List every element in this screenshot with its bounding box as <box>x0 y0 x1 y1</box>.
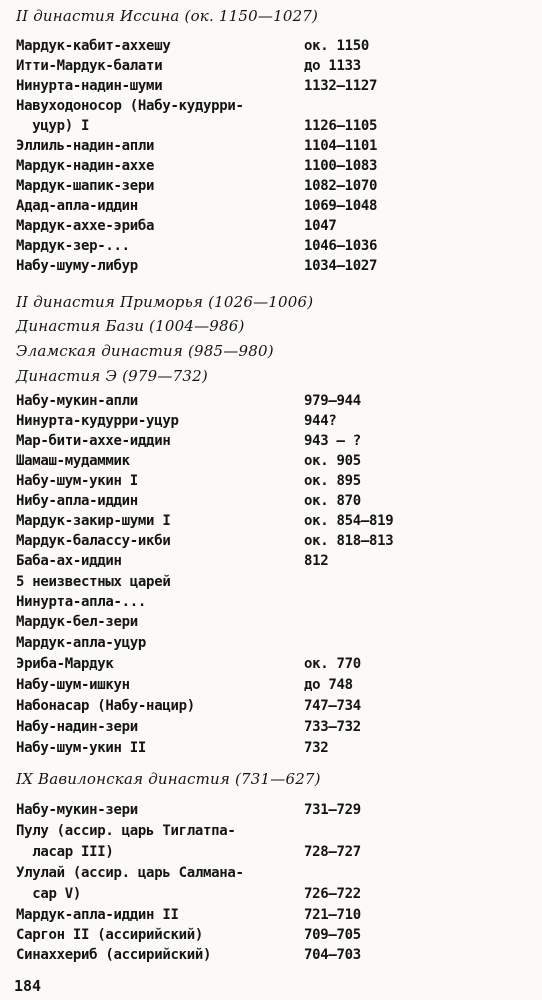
table-row <box>16 842 526 862</box>
table-row <box>16 471 526 491</box>
ruler-name: Набу-надин-зери <box>16 719 138 735</box>
reign-dates: 726—722 <box>304 886 361 902</box>
ruler-name: Мардук-бел-зери <box>16 614 138 630</box>
ruler-name: Нинурта-кудурри-уцур <box>16 413 179 429</box>
table-row <box>16 696 526 716</box>
table-row <box>16 592 526 612</box>
table-row <box>16 156 526 176</box>
ruler-name: Мардук-закир-шуми I <box>16 513 171 529</box>
section-heading: Династия Э (979—732) <box>16 367 208 385</box>
table-row <box>16 391 526 411</box>
ruler-name: Пулу (ассир. царь Тиглатпа- <box>16 823 236 839</box>
reign-dates: 812 <box>304 553 329 569</box>
table-row <box>16 633 526 653</box>
ruler-name: Нинурта-надин-шуми <box>16 78 163 94</box>
table-row <box>16 56 526 76</box>
ruler-name: Баба-ах-иддин <box>16 553 122 569</box>
table-row <box>16 96 526 116</box>
table-row <box>16 176 526 196</box>
ruler-name: Набу-мукин-апли <box>16 393 138 409</box>
reign-dates: 1069—1048 <box>304 198 378 214</box>
table-row <box>16 925 526 945</box>
table-row <box>16 738 526 758</box>
ruler-name: Улулай (ассир. царь Салмана- <box>16 865 244 881</box>
reign-dates: 1082—1070 <box>304 178 378 194</box>
ruler-name: Нибу-апла-иддин <box>16 493 138 509</box>
table-row <box>16 654 526 674</box>
table-row <box>16 905 526 925</box>
ruler-name: Мардук-кабит-аххешу <box>16 38 171 54</box>
reign-dates: ок. 1150 <box>304 38 370 54</box>
reign-dates: 728—727 <box>304 844 361 860</box>
reign-dates: 704—703 <box>304 947 361 963</box>
reign-dates: 1046—1036 <box>304 238 378 254</box>
reign-dates: до 748 <box>304 677 353 693</box>
ruler-name: Мардук-апла-уцур <box>16 635 147 651</box>
ruler-name: 5 неизвестных царей <box>16 574 171 590</box>
table-row <box>16 76 526 96</box>
reign-dates: ок. 854—819 <box>304 513 394 529</box>
ruler-name: Адад-апла-иддин <box>16 198 138 214</box>
table-row <box>16 821 526 841</box>
reign-dates: 709—705 <box>304 927 361 943</box>
reign-dates: 721—710 <box>304 907 361 923</box>
reign-dates: 1126—1105 <box>304 118 378 134</box>
table-row <box>16 531 526 551</box>
ruler-name: Шамаш-мудаммик <box>16 453 130 469</box>
ruler-name: Мардук-зер-... <box>16 238 130 254</box>
ruler-name: Навуходоносор (Набу-кудурри- <box>16 98 244 114</box>
table-row <box>16 451 526 471</box>
ruler-name: Набу-шуму-либур <box>16 258 138 274</box>
reign-dates: 733—732 <box>304 719 361 735</box>
table-row <box>16 116 526 136</box>
table-row <box>16 136 526 156</box>
ruler-name: Синаххериб (ассирийский) <box>16 947 212 963</box>
table-row <box>16 863 526 883</box>
table-row <box>16 431 526 451</box>
ruler-name: Набу-шум-ишкун <box>16 677 130 693</box>
table-row <box>16 800 526 820</box>
table-row <box>16 675 526 695</box>
reign-dates: 732 <box>304 740 329 756</box>
table-row <box>16 216 526 236</box>
reign-dates: 944? <box>304 413 337 429</box>
reign-dates: ок. 905 <box>304 453 361 469</box>
ruler-name: Набу-шум-укин II <box>16 740 147 756</box>
reign-dates: 943 — ? <box>304 433 361 449</box>
reign-dates: ок. 895 <box>304 473 361 489</box>
reign-dates: 747—734 <box>304 698 361 714</box>
ruler-name: Итти-Мардук-балати <box>16 58 163 74</box>
table-row <box>16 411 526 431</box>
table-row <box>16 612 526 632</box>
table-row <box>16 511 526 531</box>
ruler-name: Мардук-надин-ахxе <box>16 158 155 174</box>
table-row <box>16 256 526 276</box>
ruler-name: ласар III) <box>16 844 114 860</box>
section-heading: II династия Приморья (1026—1006) <box>16 293 314 311</box>
ruler-name: сар V) <box>16 886 82 902</box>
reign-dates: ок. 818—813 <box>304 533 394 549</box>
table-row <box>16 717 526 737</box>
reign-dates: ок. 870 <box>304 493 361 509</box>
ruler-name: уцур) I <box>16 118 90 134</box>
ruler-name: Мардук-апла-иддин II <box>16 907 179 923</box>
ruler-name: Нинурта-апла-... <box>16 594 147 610</box>
reign-dates: 731—729 <box>304 802 361 818</box>
reign-dates: 1132—1127 <box>304 78 378 94</box>
section-heading: Эламская династия (985—980) <box>16 342 274 360</box>
ruler-name: Мар-бити-аххе-иддин <box>16 433 171 449</box>
table-row <box>16 572 526 592</box>
reign-dates: до 1133 <box>304 58 361 74</box>
section-heading: II династия Иссина (ок. 1150—1027) <box>16 7 319 25</box>
ruler-name: Набу-шум-укин I <box>16 473 138 489</box>
table-row <box>16 36 526 56</box>
ruler-name: Саргон II (ассирийский) <box>16 927 203 943</box>
ruler-name: Набонасар (Набу-нацир) <box>16 698 195 714</box>
page-number: 184 <box>14 977 42 995</box>
table-row <box>16 945 526 965</box>
reign-dates: 1104—1101 <box>304 138 378 154</box>
table-row <box>16 196 526 216</box>
table-row <box>16 491 526 511</box>
section-heading: IX Вавилонская династия (731—627) <box>16 770 321 788</box>
reign-dates: 1100—1083 <box>304 158 378 174</box>
table-row <box>16 884 526 904</box>
ruler-name: Мардук-шапик-зери <box>16 178 155 194</box>
ruler-name: Мардук-аххе-эриба <box>16 218 155 234</box>
section-heading: Династия Бази (1004—986) <box>16 317 245 335</box>
reign-dates: 1047 <box>304 218 337 234</box>
ruler-name: Набу-мукин-зери <box>16 802 138 818</box>
ruler-name: Мардук-балассу-икби <box>16 533 171 549</box>
table-row <box>16 551 526 571</box>
ruler-name: Эллиль-надин-апли <box>16 138 155 154</box>
ruler-name: Эриба-Мардук <box>16 656 114 672</box>
reign-dates: ок. 770 <box>304 656 361 672</box>
table-row <box>16 236 526 256</box>
reign-dates: 979—944 <box>304 393 361 409</box>
reign-dates: 1034—1027 <box>304 258 378 274</box>
